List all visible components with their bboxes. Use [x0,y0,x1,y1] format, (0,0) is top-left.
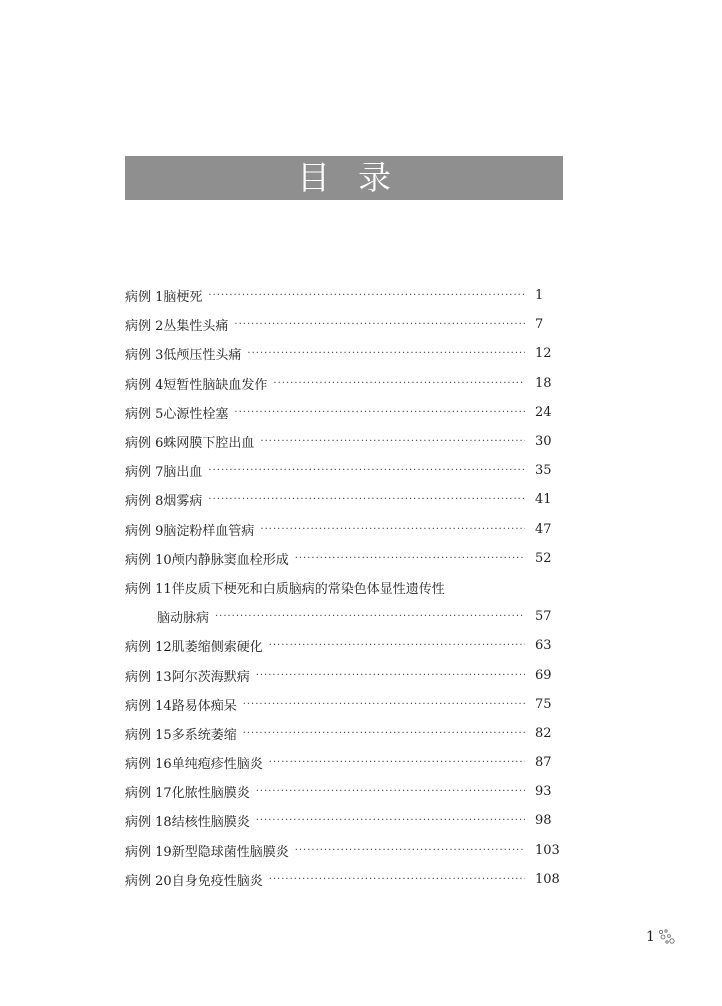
page-ref: 1 [535,288,544,304]
entry-title: 自身免疫性脑炎 [171,873,263,889]
title-banner [125,156,563,200]
leader-dots [208,465,525,476]
leader-dots [256,815,525,826]
leader-dots [234,407,525,418]
page-ref: 18 [535,375,552,391]
case-label: 病例 3 [125,348,164,364]
leader-dots [256,786,525,797]
leader-dots [295,845,525,856]
page-ref: 98 [535,813,552,829]
entry-title: 伴皮质下梗死和白质脑病的常染色体显性遗传性 [171,581,445,597]
decorative-dots-icon [657,928,677,946]
case-label: 病例 6 [125,436,164,452]
entry-title: 单纯疱疹性脑炎 [171,757,263,773]
page-ref: 69 [535,667,552,683]
case-label: 病例 19 [125,844,172,860]
page-ref: 87 [535,755,552,771]
toc-entry[interactable] [125,339,565,368]
leader-dots [243,728,525,739]
entry-title: 化脓性脑膜炎 [171,786,250,802]
toc-entry[interactable] [125,398,565,427]
toc-entry[interactable] [125,836,565,865]
case-label: 病例 18 [125,815,172,831]
case-label: 病例 15 [125,727,172,743]
leader-dots [243,699,525,710]
leader-dots [260,436,525,447]
case-label: 病例 17 [125,786,172,802]
toc-entry[interactable] [125,310,565,339]
toc-entry[interactable] [125,456,565,485]
entry-title: 脑梗死 [163,290,203,306]
entry-title: 丛集性头痛 [163,319,229,335]
page-ref: 93 [535,784,552,800]
entry-title: 多系统萎缩 [171,727,237,743]
case-label: 病例 20 [125,873,172,889]
toc-entry[interactable] [125,281,565,310]
leader-dots [269,874,525,885]
toc-entry[interactable] [125,369,565,398]
entry-title: 低颅压性头痛 [163,348,242,364]
leader-dots [295,553,525,564]
entry-title: 烟雾病 [163,494,203,510]
entry-title: 心源性栓塞 [163,406,229,422]
entry-title: 短暂性脑缺血发作 [163,377,268,393]
page-number-text: 1 [646,929,655,945]
page-ref: 12 [535,346,552,362]
page-number [646,928,677,946]
case-label: 病例 14 [125,698,172,714]
entry-title: 肌萎缩侧索硬化 [171,640,263,656]
case-label: 病例 2 [125,319,164,335]
page-ref: 24 [535,404,552,420]
leader-dots [234,319,525,330]
toc-entry[interactable] [125,573,565,602]
page-ref: 7 [535,317,544,333]
page-ref: 108 [535,871,560,887]
toc-entry[interactable] [125,690,565,719]
table-of-contents [125,281,565,894]
leader-dots [269,757,525,768]
page-ref: 103 [535,842,560,858]
toc-entry[interactable] [125,485,565,514]
toc-entry[interactable] [125,515,565,544]
case-label: 病例 8 [125,494,164,510]
entry-title: 路易体痴呆 [171,698,237,714]
page-ref: 52 [535,550,552,566]
case-label: 病例 13 [125,669,172,685]
toc-entry[interactable] [125,865,565,894]
case-label: 病例 9 [125,523,164,539]
case-label: 病例 10 [125,552,172,568]
toc-entry[interactable] [125,777,565,806]
entry-title: 脑淀粉样血管病 [163,523,255,539]
leader-dots [215,611,525,622]
case-label: 病例 11 [125,581,172,597]
leader-dots [256,670,525,681]
leader-dots [247,348,525,359]
case-label: 病例 1 [125,290,164,306]
toc-entry[interactable] [125,806,565,835]
page-ref: 41 [535,492,552,508]
entry-title: 结核性脑膜炎 [171,815,250,831]
toc-entry[interactable] [125,544,565,573]
entry-title: 阿尔茨海默病 [171,669,250,685]
toc-entry[interactable] [125,427,565,456]
case-label: 病例 16 [125,757,172,773]
entry-title: 蛛网膜下腔出血 [163,436,255,452]
page-ref: 57 [535,609,552,625]
page-ref: 75 [535,696,552,712]
toc-entry[interactable] [125,748,565,777]
case-label: 病例 5 [125,406,164,422]
leader-dots [208,290,525,301]
page-ref: 47 [535,521,552,537]
leader-dots [269,640,525,651]
page-ref: 30 [535,434,552,450]
entry-title: 脑出血 [163,465,203,481]
case-label: 病例 12 [125,640,172,656]
toc-entry-continuation[interactable] [125,602,565,631]
toc-entry[interactable] [125,719,565,748]
page-ref: 63 [535,638,552,654]
leader-dots [273,378,525,389]
leader-dots [260,524,525,535]
leader-dots [208,494,525,505]
toc-entry[interactable] [125,631,565,660]
case-label: 病例 7 [125,465,164,481]
case-label: 病例 4 [125,377,164,393]
entry-title: 颅内静脉窦血栓形成 [171,552,289,568]
toc-entry[interactable] [125,660,565,689]
entry-title: 新型隐球菌性脑膜炎 [171,844,289,860]
page-ref: 35 [535,463,552,479]
entry-title: 脑动脉病 [156,611,209,627]
page-title: 目录 [297,158,419,197]
page-ref: 82 [535,725,552,741]
